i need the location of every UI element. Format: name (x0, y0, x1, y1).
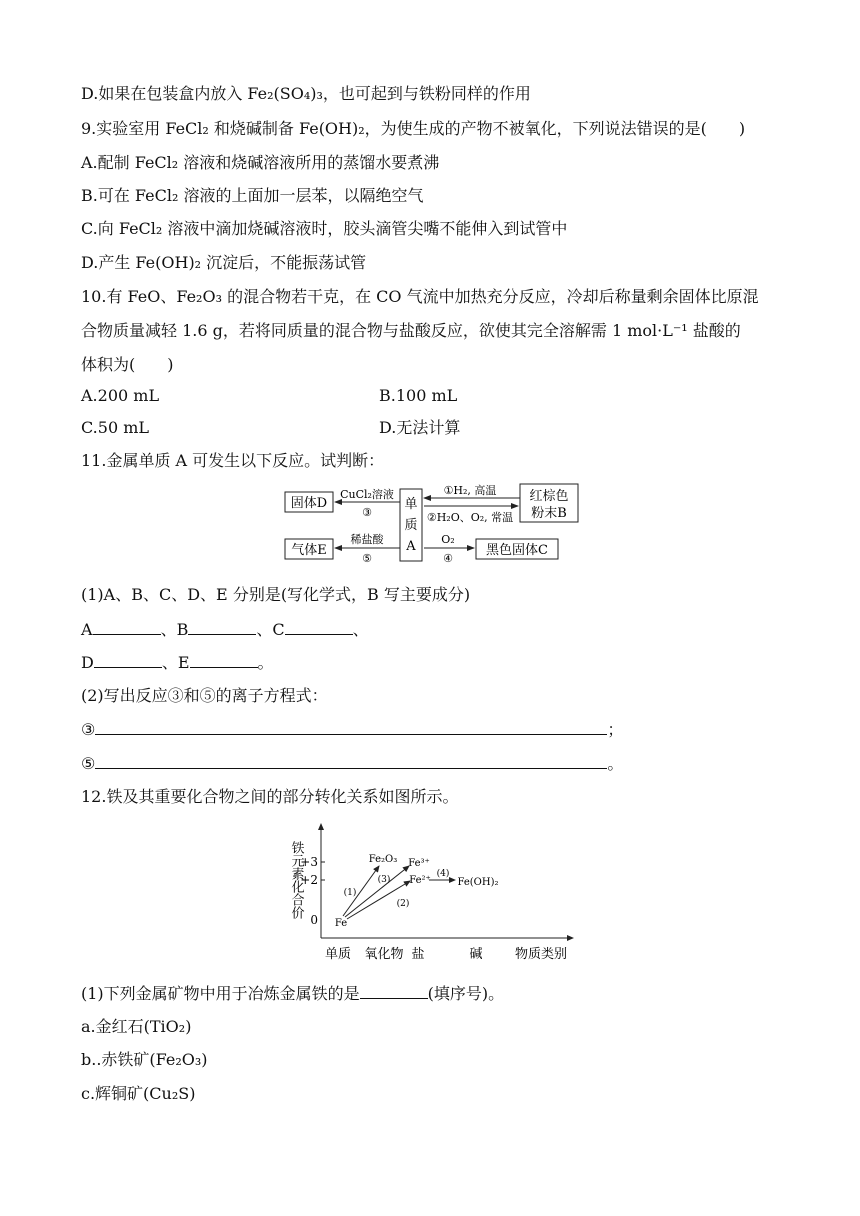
q10-option-c: C.50 mL (81, 418, 149, 437)
blank-d[interactable] (94, 653, 162, 668)
q12-option-a: a.金红石(TiO₂) (81, 1017, 192, 1036)
blank-e-label: 、E (161, 653, 190, 672)
q9-option-b: B.可在 FeCl₂ 溶液的上面加一层苯，以隔绝空气 (81, 186, 424, 205)
q9-stem: 9.实验室用 FeCl₂ 和烧碱制备 Fe(OH)₂，为使生成的产物不被氧化，下列说法错误的是( ) (81, 119, 746, 138)
q12-part1-text: (1)下列金属矿物中用于冶炼金属铁的是 (81, 984, 360, 1003)
node-fe3-ion: Fe³⁺ (408, 858, 430, 869)
blank-d-label: D (81, 653, 94, 672)
q11-part1-blanks-row1 (81, 620, 369, 640)
equation-5-blank[interactable] (95, 754, 607, 769)
node-fe2o3: Fe₂O₃ (368, 854, 398, 865)
element-a-char3: A (406, 539, 416, 554)
blank-end-mark: 。 (257, 653, 274, 672)
equation-3-end: ； (607, 720, 624, 739)
q11-part2-stem: (2)写出反应③和⑤的离子方程式： (81, 686, 328, 705)
q11-part1-blanks-row2 (81, 653, 274, 673)
element-a-char2: 质 (404, 518, 418, 533)
q11-part1-stem: (1)A、B、C、D、E 分别是(写化学式，B 写主要成分) (81, 585, 471, 604)
q12-option-c: c.辉铜矿(Cu₂S) (81, 1084, 196, 1103)
x-tick-oxide: 氧化物 (364, 947, 404, 962)
q11-part2-line5 (81, 754, 623, 774)
solid-c-label: 黑色固体C (486, 543, 548, 558)
r2-label: ②H₂O、O₂, 常温 (426, 511, 514, 524)
blank-a[interactable] (93, 620, 161, 635)
blank-e[interactable] (190, 653, 258, 668)
q10-stem-line1: 10.有 FeO、Fe₂O₃ 的混合物若干克，在 CO 气流中加热充分反应，冷却后称量剩余固体比原混 (81, 287, 759, 306)
q12-part1-end: (填序号)。 (427, 984, 505, 1003)
q12-part1-blank[interactable] (360, 984, 428, 999)
x-tick-salt: 盐 (411, 947, 425, 962)
powder-b-line1: 红棕色 (529, 489, 569, 504)
r4-reagent: O₂ (441, 533, 455, 546)
arrow-label-2: (2) (396, 899, 410, 909)
x-tick-base: 碱 (469, 947, 483, 962)
y-tick-plus3: +3 (300, 855, 318, 869)
q9-option-c: C.向 FeCl₂ 溶液中滴加烧碱溶液时，胶头滴管尖嘴不能伸入到试管中 (81, 219, 568, 238)
q8-option-d: D.如果在包装盒内放入 Fe₂(SO₄)₃，也可起到与铁粉同样的作用 (81, 84, 531, 103)
arrow-label-1: (1) (343, 888, 357, 898)
q10-option-a: A.200 mL (81, 386, 160, 405)
x-tick-element: 单质 (324, 947, 352, 962)
equation-5-end: 。 (607, 754, 624, 773)
r4-number: ④ (443, 552, 453, 565)
y-tick-0: 0 (310, 913, 318, 927)
q12-iron-valence-diagram (283, 818, 583, 968)
r3-number: ③ (362, 506, 372, 519)
q10-option-d: D.无法计算 (379, 418, 461, 437)
equation-3-label: ③ (81, 720, 96, 739)
element-a-char1: 单 (404, 497, 418, 512)
node-fe: Fe (334, 918, 348, 929)
node-fe2-ion: Fe²⁺ (409, 875, 431, 886)
q11-stem: 11.金属单质 A 可发生以下反应。试判断： (81, 451, 385, 470)
r1-label: ①H₂, 高温 (443, 484, 497, 497)
q9-option-d: D.产生 Fe(OH)₂ 沉淀后，不能振荡试管 (81, 253, 367, 272)
r3-reagent: CuCl₂溶液 (340, 488, 394, 501)
solid-d-label: 固体D (290, 496, 328, 511)
blank-c-label: 、C (256, 620, 285, 639)
q10-option-b: B.100 mL (379, 386, 458, 405)
blank-separator: 、 (352, 620, 369, 639)
q10-stem-line3: 体积为( ) (81, 355, 174, 374)
r5-number: ⑤ (362, 552, 372, 565)
blank-a-label: A (81, 620, 93, 639)
blank-b[interactable] (188, 620, 256, 635)
q11-part2-line3 (81, 720, 623, 740)
blank-b-label: 、B (160, 620, 189, 639)
powder-b-line2: 粉末B (531, 506, 567, 521)
q10-stem-line2: 合物质量减轻 1.6 g，若将同质量的混合物与盐酸反应，欲使其完全溶解需 1 mol·L⁻¹ 盐酸的 (81, 321, 741, 340)
arrow-label-3: (3) (377, 875, 391, 885)
q12-part1-stem (81, 984, 504, 1004)
y-tick-plus2: +2 (300, 873, 318, 887)
q12-option-b: b..赤铁矿(Fe₂O₃) (81, 1050, 208, 1069)
equation-3-blank[interactable] (95, 720, 607, 735)
gas-e-label: 气体E (291, 543, 327, 558)
node-fe-oh-2: Fe(OH)₂ (457, 877, 499, 888)
q9-option-a: A.配制 FeCl₂ 溶液和烧碱溶液所用的蒸馏水要煮沸 (81, 153, 440, 172)
q11-reaction-diagram (280, 480, 590, 565)
q12-stem: 12.铁及其重要化合物之间的部分转化关系如图所示。 (81, 787, 459, 806)
equation-5-label: ⑤ (81, 754, 96, 773)
arrow-label-4: (4) (436, 869, 450, 879)
blank-c[interactable] (285, 620, 353, 635)
x-axis-label: 物质类别 (514, 947, 568, 962)
y-axis-label: 铁元素化合价 (288, 841, 304, 919)
r5-reagent: 稀盐酸 (350, 533, 384, 546)
